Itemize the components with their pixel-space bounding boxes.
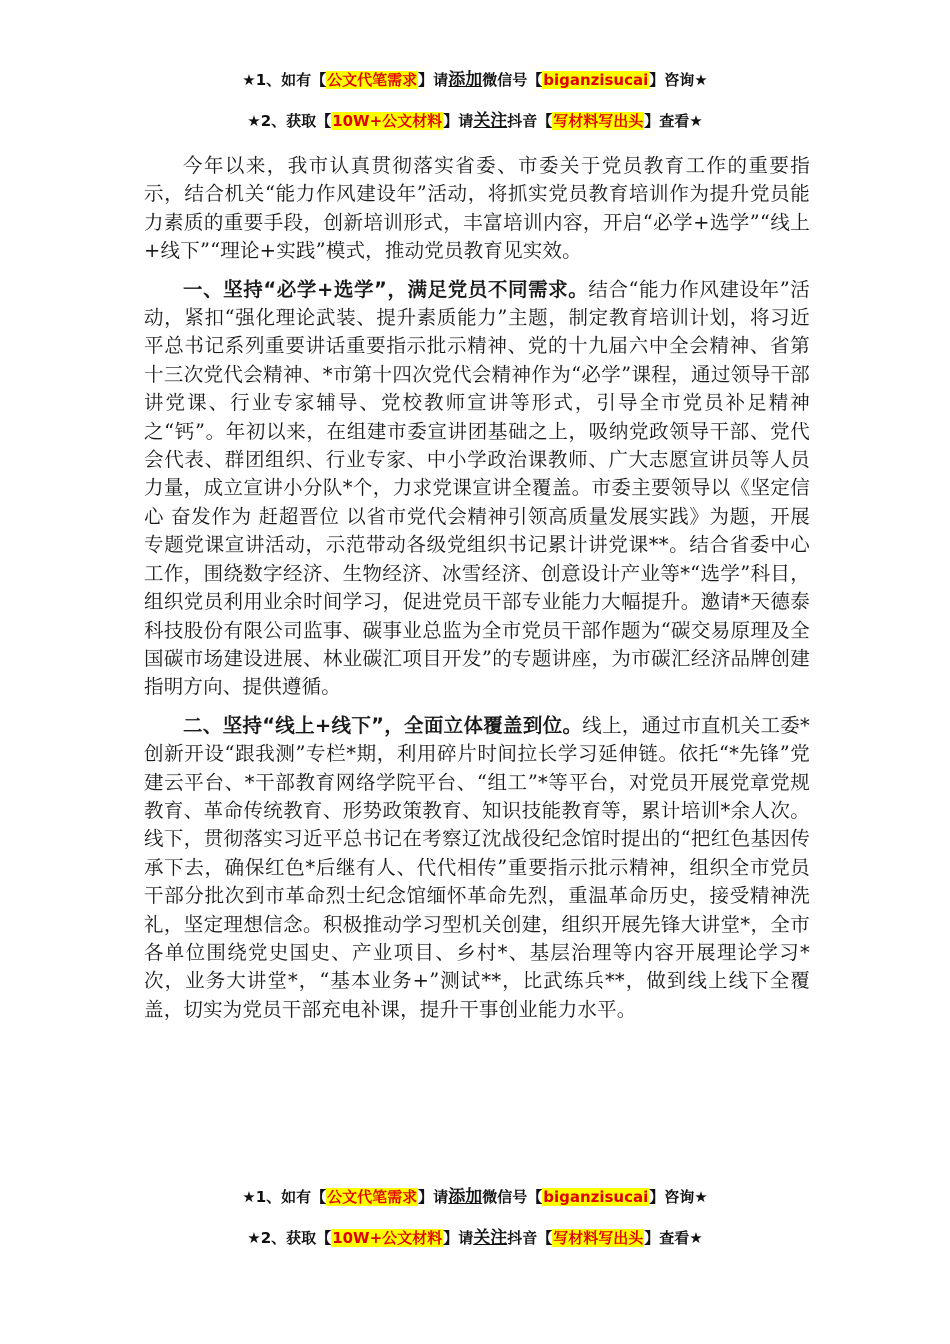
banner-highlight: 10W+公文材料 <box>332 112 443 130</box>
banner-emphasis: 添加 <box>448 70 483 90</box>
banner-emphasis: 添加 <box>448 1187 483 1207</box>
star-icon: ★ <box>242 71 256 89</box>
banner-highlight: 10W+公文材料 <box>332 1229 443 1247</box>
banner-emphasis: 关注 <box>473 111 508 131</box>
banner-text: 抖音【 <box>507 112 553 130</box>
banner-text: 微信号【 <box>482 71 543 89</box>
star-icon: ★ <box>694 71 708 89</box>
banner-highlight: 公文代笔需求 <box>327 1188 418 1206</box>
banner-text: 】请 <box>443 1229 474 1247</box>
banner-highlight: biganzisucai <box>543 71 649 89</box>
star-icon: ★ <box>242 1188 256 1206</box>
banner-emphasis: 关注 <box>473 1228 508 1248</box>
banner-suffix: 】查看 <box>644 1229 690 1247</box>
section-body-2: 线上，通过市直机关工委*创新开设“跟我测”专栏*期，利用碎片时间拉长学习延伸链。依托“*先锋”党建云平台、*干部教育网络学院平台、“组工”*等平台，对党员开展党章党规教育、革命传统教育、形势政策教育、知识技能教育等，累计培训*余人次。线下，贯彻落实习近平总书记在考察辽沈战役纪念馆时提出的“把红色基因传承下去，确保红色*后继有人、代代相传”重要指示批示精神，组织全市党员干部分批次到市革命烈士纪念馆缅怀革命先烈，重温革命历史，接受精神洗礼，坚定理想信念。积极推动学习型机关创建，组织开展先锋大讲堂*，全市各单位围绕党史国史、产业项目、乡村*、基层治理等内容开展理论学习*次，业务大讲堂*，“基本业务+”测试**，比武练兵**，做到线上线下全覆盖，切实为党员干部充电补课，提升干事创业能力水平。 <box>144 713 811 1021</box>
banner-text: 】请 <box>418 71 449 89</box>
document-body <box>144 152 810 1034</box>
banner-prefix: 1、如有【 <box>255 1188 327 1206</box>
banner-text: 微信号【 <box>482 1188 543 1206</box>
section-paragraph-1 <box>144 276 810 702</box>
banner-highlight: 写材料写出头 <box>553 112 644 130</box>
intro-paragraph: 今年以来，我市认真贯彻落实省委、市委关于党员教育工作的重要指示，结合机关“能力作风建设年”活动，将抓实党员教育培训作为提升党员能力素质的重要手段，创新培训形式，丰富培训内容，开启“必学+选学”“线上+线下”“理论+实践”模式，推动党员教育见实效。 <box>144 154 810 263</box>
banner-suffix: 】咨询 <box>649 71 695 89</box>
banner-highlight: biganzisucai <box>543 1188 649 1206</box>
star-icon: ★ <box>247 112 261 130</box>
banner-text: 】请 <box>443 112 474 130</box>
banner-highlight: 写材料写出头 <box>553 1229 644 1247</box>
bottom-banner-line-1 <box>0 1186 950 1208</box>
section-heading-2: 二、坚持“线上+线下”，全面立体覆盖到位。 <box>183 713 583 737</box>
star-icon: ★ <box>247 1229 261 1247</box>
banner-suffix: 】咨询 <box>649 1188 695 1206</box>
banner-prefix: 2、获取【 <box>260 1229 332 1247</box>
banner-prefix: 2、获取【 <box>260 112 332 130</box>
top-banner-line-1 <box>0 69 950 91</box>
top-banner-line-2 <box>0 110 950 132</box>
star-icon: ★ <box>689 112 703 130</box>
banner-prefix: 1、如有【 <box>255 71 327 89</box>
section-heading-1: 一、坚持“必学+选学”，满足党员不同需求。 <box>183 277 589 301</box>
section-body-1: 结合“能力作风建设年”活动，紧扣“强化理论武装、提升素质能力”主题，制定教育培训计划，将习近平总书记系列重要讲话重要指示批示精神、党的十九届六中全会精神、省第十三次党代会精神、*市第十四次党代会精神作为“必学”课程，通过领导干部讲党课、行业专家辅导、党校教师宣讲等形式，引导全市党员补足精神之“钙”。年初以来，在组建市委宣讲团基础之上，吸纳党政领导干部、党代会代表、群团组织、行业专家、中小学政治课教师、广大志愿宣讲员等人员力量，成立宣讲小分队*个，力求党课宣讲全覆盖。市委主要领导以《坚定信心 奋发作为 赶超晋位 以省市党代会精神引领高质量发展实践》为题，开展专题党课宣讲活动，示范带动各级党组织书记累计讲党课**。结合省委中心工作，围绕数字经济、生物经济、冰雪经济、创意设计产业等*“选学”科目，组织党员利用业余时间学习，促进党员干部专业能力大幅提升。邀请*天德泰科技股份有限公司监事、碳事业总监为全市党员干部作题为“碳交易原理及全国碳市场建设进展、林业碳汇项目开发”的专题讲座，为市碳汇经济品牌创建指明方向、提供遵循。 <box>144 277 811 699</box>
banner-text: 抖音【 <box>507 1229 553 1247</box>
star-icon: ★ <box>689 1229 703 1247</box>
banner-highlight: 公文代笔需求 <box>327 71 418 89</box>
banner-text: 】请 <box>418 1188 449 1206</box>
section-paragraph-2 <box>144 712 810 1024</box>
star-icon: ★ <box>694 1188 708 1206</box>
banner-suffix: 】查看 <box>644 112 690 130</box>
bottom-banner-line-2 <box>0 1227 950 1249</box>
